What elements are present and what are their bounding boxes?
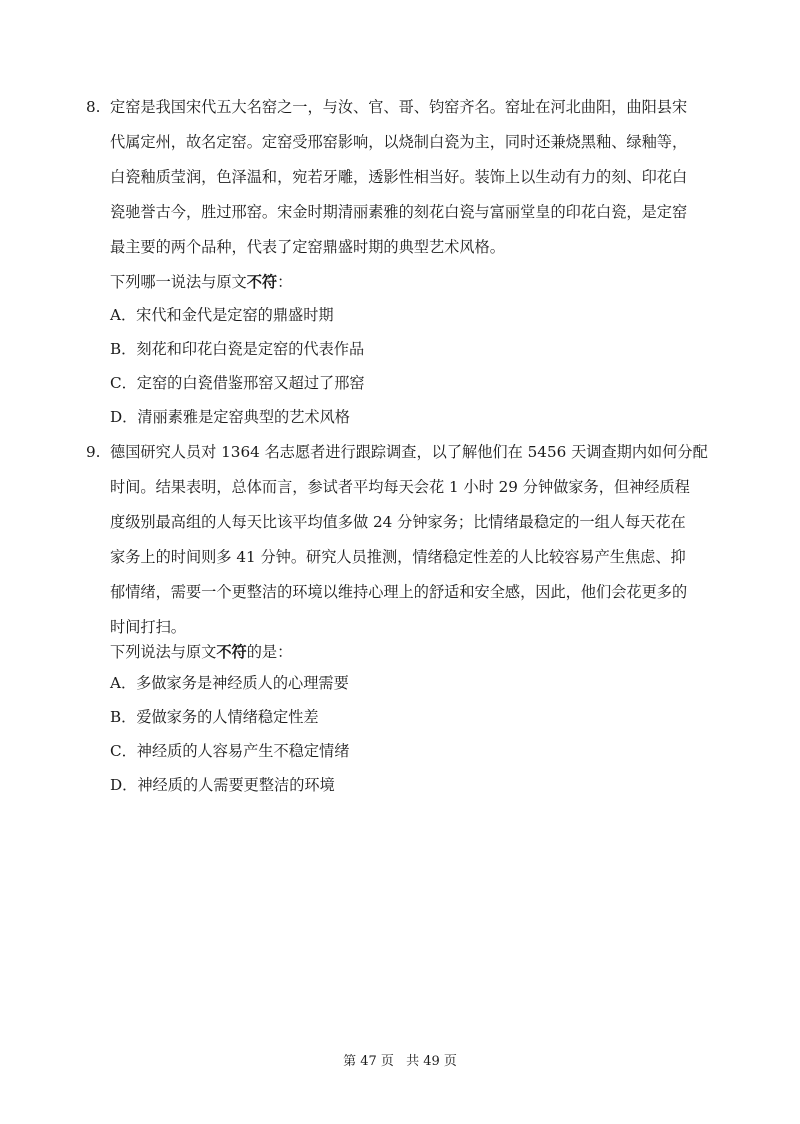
- prompt-text: 下列哪一说法与原文: [110, 273, 247, 291]
- question-prompt: [110, 272, 292, 292]
- passage-line: 定窑是我国宋代五大名窑之一，与汝、官、哥、钧窑齐名。窑址在河北曲阳，曲阳县宋: [110, 98, 688, 116]
- question-number: 8.: [86, 98, 101, 116]
- passage-line: 时间。结果表明，总体而言，参试者平均每天会花 1 小时 29 分钟做家务，但神经质程: [110, 478, 690, 496]
- prompt-keyword: 不符: [216, 643, 247, 661]
- prompt-keyword: 不符: [246, 273, 278, 291]
- passage-line: 最主要的两个品种，代表了定窑鼎盛时期的典型艺术风格。: [110, 238, 505, 256]
- passage-line: 郁情绪，需要一个更整洁的环境以维持心理上的舒适和安全感，因此，他们会花更多的: [110, 583, 688, 601]
- option-d: D．神经质的人需要更整洁的环境: [110, 776, 335, 794]
- page-total: 共 49 页: [406, 1054, 457, 1069]
- passage-line: 瓷驰誉古今，胜过邢窑。宋金时期清丽素雅的刻花白瓷与富丽堂皇的印花白瓷，是定窑: [110, 203, 688, 221]
- page-footer: [0, 1050, 800, 1069]
- option-c: C．定窑的白瓷借鉴邢窑又超过了邢窑: [110, 374, 365, 392]
- option-b: B．刻花和印花白瓷是定窑的代表作品: [110, 340, 365, 358]
- passage-line: 家务上的时间则多 41 分钟。研究人员推测，情绪稳定性差的人比较容易产生焦虑、抑: [110, 548, 686, 566]
- passage-line: 时间打扫。: [110, 618, 186, 636]
- passage-line: 白瓷釉质莹润，色泽温和，宛若牙雕，透影性相当好。装饰上以生动有力的刻、印花白: [110, 168, 688, 186]
- prompt-text: 下列说法与原文: [110, 643, 217, 661]
- option-d: D．清丽素雅是定窑典型的艺术风格: [110, 408, 350, 426]
- passage-line: 代属定州，故名定窑。定窑受邢窑影响，以烧制白瓷为主，同时还兼烧黑釉、绿釉等，: [110, 133, 688, 151]
- question-prompt: [110, 642, 292, 662]
- passage-line: 度级别最高组的人每天比该平均值多做 24 分钟家务；比情绪最稳定的一组人每天花在: [110, 513, 686, 531]
- option-b: B．爱做家务的人情绪稳定性差: [110, 708, 319, 726]
- prompt-text: ：: [277, 273, 293, 291]
- option-a: A．多做家务是神经质人的心理需要: [110, 674, 349, 692]
- option-a: A．宋代和金代是定窑的鼎盛时期: [110, 306, 334, 324]
- passage-line: 德国研究人员对 1364 名志愿者进行跟踪调查，以了解他们在 5456 天调查期内如何分配: [110, 443, 708, 461]
- question-number: 9.: [86, 443, 101, 461]
- prompt-text: 的是：: [246, 643, 293, 661]
- option-c: C．神经质的人容易产生不稳定情绪: [110, 742, 350, 760]
- page-number: 第 47 页: [343, 1054, 394, 1069]
